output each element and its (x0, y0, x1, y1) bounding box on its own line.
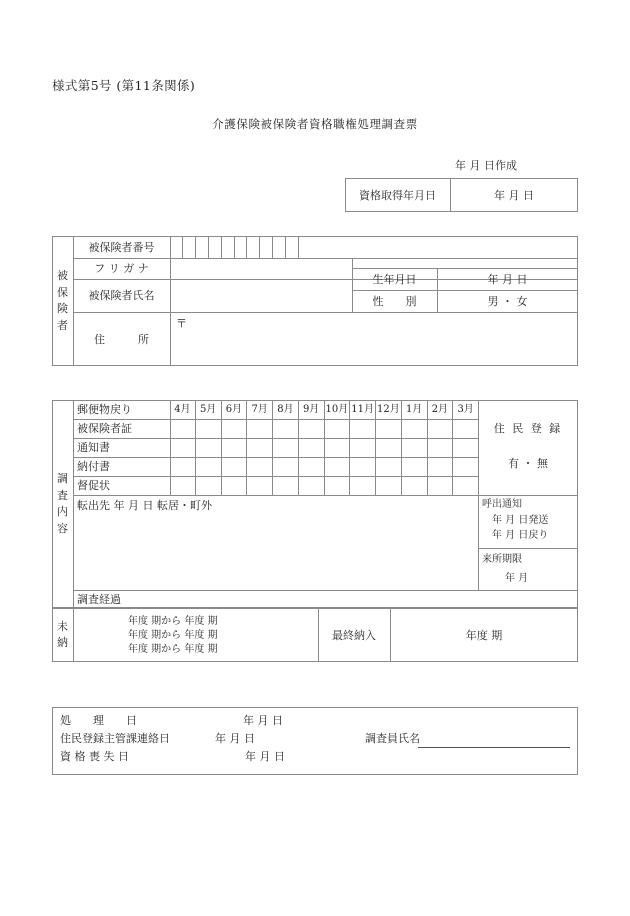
month-header-cell: 10月 (325, 400, 351, 419)
survey-grid-cell[interactable] (350, 419, 376, 438)
mail-return-label: 郵便物戻り (77, 403, 132, 416)
month-header-cell: 8月 (273, 400, 299, 419)
survey-grid-cell[interactable] (170, 419, 196, 438)
month-header-cell: 3月 (457, 403, 474, 415)
postal-mark-icon: 〒 (176, 317, 187, 330)
month-header-cell: 5月 (196, 400, 222, 419)
survey-grid-row[interactable] (170, 476, 478, 495)
transfer-notes-area[interactable] (73, 515, 478, 590)
survey-grid-cell[interactable] (376, 457, 402, 476)
survey-grid-cell[interactable] (273, 457, 299, 476)
survey-row-label-1: 通知書 (77, 441, 110, 454)
page-title: 介護保険被保険者資格職権処理調査票 (212, 117, 418, 131)
arrears-section-label (52, 608, 73, 662)
residence-registration-label: 住 民 登 録 (493, 421, 563, 435)
survey-grid-cell[interactable] (402, 438, 428, 457)
insured-number-cells[interactable] (170, 237, 298, 258)
transfer-destination-line[interactable]: 転出先 年 月 日 転居・町外 (77, 498, 212, 512)
survey-grid-cell[interactable] (453, 438, 478, 457)
survey-grid-cell[interactable] (428, 476, 454, 495)
insured-section-char-0: 被 (57, 269, 68, 282)
month-header-cell: 6月 (222, 400, 248, 419)
survey-grid-cell[interactable] (428, 457, 454, 476)
insured-number-right-edge (298, 237, 299, 258)
survey-grid-cell[interactable] (299, 457, 325, 476)
month-header-row (170, 400, 478, 419)
survey-grid-cell[interactable] (247, 476, 273, 495)
number-cell[interactable] (273, 237, 286, 258)
insured-name-value[interactable] (170, 279, 350, 312)
survey-grid-cell[interactable] (170, 476, 196, 495)
footer-value-2[interactable]: 年 月 日 (245, 750, 285, 763)
survey-section-char-1: 査 (57, 488, 68, 502)
insured-section-char-2: 険 (57, 302, 68, 315)
number-cell[interactable] (286, 237, 298, 258)
footer-value-0[interactable]: 年 月 日 (243, 714, 283, 727)
investigator-name-label: 調査員氏名 (365, 732, 420, 745)
survey-grid-cell[interactable] (453, 476, 478, 495)
survey-grid-cell[interactable] (376, 419, 402, 438)
survey-grid-cell[interactable] (222, 476, 248, 495)
survey-grid-cell[interactable] (247, 419, 273, 438)
survey-grid-cell[interactable] (402, 457, 428, 476)
survey-row-label-0: 被保険者証 (77, 422, 132, 435)
number-cell[interactable] (222, 237, 235, 258)
insured-number-label: 被保険者番号 (88, 240, 155, 254)
survey-grid-cell[interactable] (376, 476, 402, 495)
birth-date-label: 生年月日 (372, 272, 417, 286)
survey-grid-cell[interactable] (273, 438, 299, 457)
acquisition-label: 資格取得年月日 (359, 188, 436, 202)
survey-grid-cell[interactable] (196, 476, 222, 495)
month-header-cell: 11月 (350, 400, 376, 419)
survey-grid-cell[interactable] (325, 457, 351, 476)
month-header-cell: 12月 (376, 400, 402, 419)
number-cell[interactable] (170, 237, 183, 258)
final-payment-value[interactable]: 年度 期 (465, 628, 503, 642)
survey-grid-cell[interactable] (247, 457, 273, 476)
footer-label-1: 住民登録主管課連絡日 (60, 732, 170, 745)
visit-deadline-label: 来所期限 (482, 554, 522, 565)
survey-section-char-0: 調 (57, 472, 68, 485)
number-cell[interactable] (196, 237, 209, 258)
survey-grid-cell[interactable] (299, 476, 325, 495)
arrears-row-2[interactable]: 年度 期から 年度 期 (128, 644, 218, 655)
arrears-row-0[interactable]: 年度 期から 年度 期 (128, 616, 218, 627)
number-cell[interactable] (247, 237, 260, 258)
survey-grid-cell[interactable] (402, 476, 428, 495)
survey-grid-cell[interactable] (428, 419, 454, 438)
survey-grid-cell[interactable] (196, 438, 222, 457)
furigana-value[interactable] (170, 258, 350, 279)
insured-section-char-1: 保 (57, 285, 68, 299)
summons-sent-line[interactable]: 年 月 日発送 (492, 515, 549, 526)
birth-date-value[interactable]: 年 月 日 (487, 272, 528, 286)
insured-name-label: 被保険者氏名 (88, 289, 155, 302)
arrears-section-char-0: 未 (57, 619, 68, 633)
survey-section-label (52, 400, 73, 608)
month-header-cell: 1月 (402, 400, 428, 419)
footer-label-2: 資 格 喪 失 日 (60, 750, 129, 763)
visit-deadline-value[interactable]: 年 月 (505, 573, 529, 584)
month-header-cell: 7月 (247, 400, 273, 419)
acquisition-value[interactable]: 年 月 日 (494, 188, 534, 202)
survey-row-label-3: 督促状 (77, 479, 110, 492)
residence-registration-value[interactable]: 有 ・ 無 (508, 456, 548, 470)
address-label: 住 所 (94, 332, 149, 346)
survey-row-label-2: 納付書 (77, 460, 110, 473)
survey-grid-cell[interactable] (453, 457, 478, 476)
survey-progress-label: 調査経過 (77, 592, 121, 606)
footer-value-1[interactable]: 年 月 日 (215, 732, 255, 745)
month-header-cell: 4月 (170, 400, 196, 419)
month-header-cell: 9月 (299, 400, 325, 419)
survey-grid-cell[interactable] (196, 419, 222, 438)
survey-grid-cell[interactable] (247, 438, 273, 457)
survey-grid-row[interactable] (170, 419, 478, 438)
survey-grid-cell[interactable] (453, 419, 478, 438)
number-cell[interactable] (260, 237, 273, 258)
number-cell[interactable] (235, 237, 248, 258)
survey-grid-cell[interactable] (299, 419, 325, 438)
survey-grid-cell[interactable] (170, 457, 196, 476)
sex-label: 性 別 (372, 294, 417, 308)
final-payment-label: 最終納入 (332, 628, 376, 642)
footer-label-0: 処 理 日 (60, 714, 137, 727)
survey-grid-cell[interactable] (325, 438, 351, 457)
survey-section-char-3: 容 (57, 521, 68, 535)
survey-grid-cell[interactable] (402, 419, 428, 438)
survey-grid-cell[interactable] (273, 419, 299, 438)
arrears-row-1[interactable]: 年度 期から 年度 期 (128, 630, 218, 641)
creation-date-line: 年 月 日作成 (455, 159, 517, 172)
survey-grid-row[interactable] (170, 457, 478, 476)
investigator-name-field[interactable] (418, 733, 570, 748)
survey-grid-cell[interactable] (222, 438, 248, 457)
survey-grid-cell[interactable] (350, 476, 376, 495)
survey-grid-cell[interactable] (325, 419, 351, 438)
survey-grid-cell[interactable] (273, 476, 299, 495)
arrears-label-divider (73, 608, 74, 662)
arrears-section-char-1: 納 (57, 636, 68, 649)
survey-grid-cell[interactable] (299, 438, 325, 457)
furigana-label: フ リ ガ ナ (94, 262, 149, 275)
survey-section-char-2: 内 (57, 505, 68, 518)
survey-grid-cell[interactable] (222, 419, 248, 438)
summons-label: 呼出通知 (482, 499, 522, 510)
insured-section-char-3: 者 (57, 318, 68, 332)
summons-visit-divider (478, 548, 578, 549)
survey-grid-row[interactable] (170, 438, 478, 457)
survey-grid-cell[interactable] (376, 438, 402, 457)
month-header-cell: 2月 (428, 400, 454, 419)
survey-grid-cell[interactable] (428, 438, 454, 457)
survey-grid-cell[interactable] (222, 457, 248, 476)
sex-value[interactable]: 男 ・ 女 (487, 294, 528, 308)
number-cell[interactable] (209, 237, 222, 258)
survey-grid-cell[interactable] (350, 457, 376, 476)
address-value[interactable] (170, 330, 578, 366)
insured-section-label (52, 236, 73, 366)
survey-month-grid (170, 400, 478, 495)
survey-grid-cell[interactable] (196, 457, 222, 476)
form-number: 様式第5号 (第11条関係) (52, 78, 196, 93)
survey-grid-cell[interactable] (170, 438, 196, 457)
survey-grid-cell[interactable] (325, 476, 351, 495)
survey-grid-cell[interactable] (350, 438, 376, 457)
number-cell[interactable] (183, 237, 196, 258)
summons-returned-line[interactable]: 年 月 日戻り (492, 530, 549, 541)
